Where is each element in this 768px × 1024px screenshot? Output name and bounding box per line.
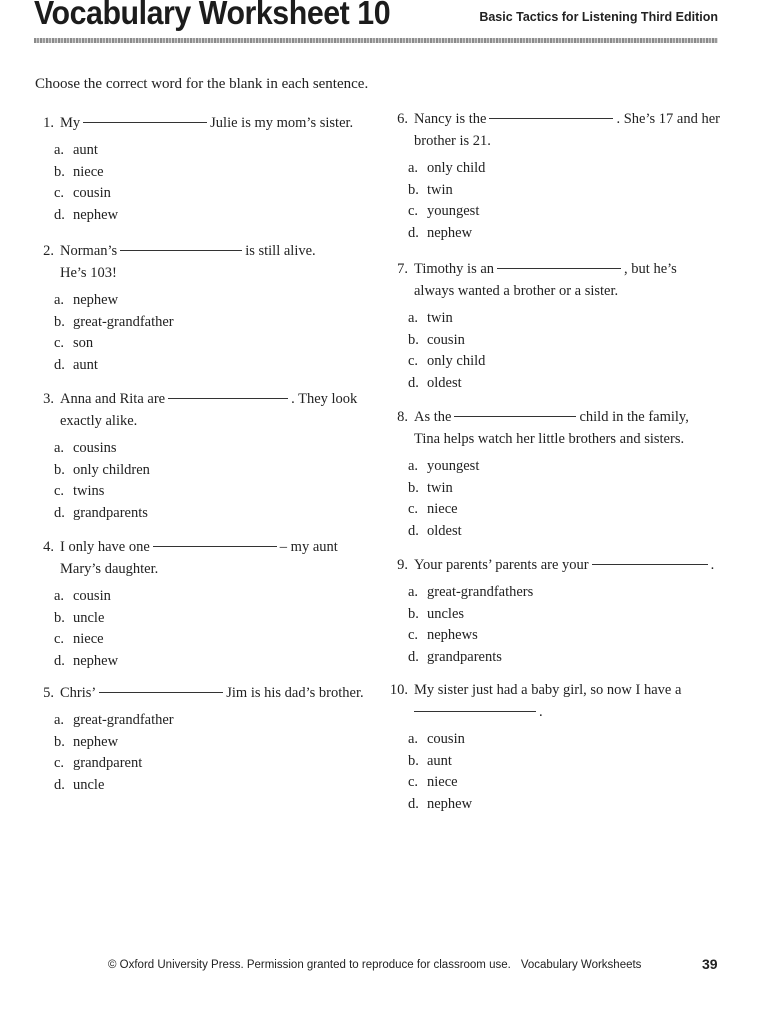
question-5: [34, 682, 374, 802]
book-subtitle: Basic Tactics for Listening Third Edition: [479, 10, 718, 24]
page-number: 39: [702, 956, 718, 972]
answer-blank[interactable]: [592, 563, 708, 565]
option[interactable]: d. uncle: [54, 777, 105, 794]
option[interactable]: b. nephew: [54, 733, 119, 750]
question-text: [60, 112, 353, 134]
question-7: [388, 258, 728, 406]
answer-blank[interactable]: [83, 121, 207, 123]
option[interactable]: a. nephew: [54, 292, 119, 308]
answer-blank[interactable]: [153, 545, 277, 547]
header-divider: [34, 38, 718, 43]
option[interactable]: d. oldest: [408, 523, 462, 540]
option-list: [408, 158, 728, 245]
answer-blank[interactable]: [497, 267, 621, 269]
answer-blank[interactable]: [454, 415, 576, 417]
answer-blank[interactable]: [120, 249, 242, 251]
option[interactable]: d. aunt: [54, 357, 98, 374]
option[interactable]: a. cousins: [54, 440, 117, 456]
left-column: [34, 112, 374, 802]
answer-blank[interactable]: [168, 397, 288, 399]
question-text: Norman’s is still alive. He’s 103!: [60, 243, 316, 281]
option[interactable]: c. only child: [408, 353, 486, 370]
option[interactable]: d. nephew: [54, 207, 119, 224]
option[interactable]: a. youngest: [408, 458, 480, 474]
question-number: 8.: [397, 409, 408, 425]
question-text: Your parents’ parents are your .: [414, 557, 715, 573]
question-3: [34, 388, 374, 536]
copyright-notice: © Oxford University Press. Permission granted to reproduce for classroom use.: [108, 959, 511, 971]
option[interactable]: b. uncle: [54, 609, 105, 626]
question-number: 9.: [397, 557, 408, 573]
option-list: [54, 290, 374, 377]
option[interactable]: c. youngest: [408, 203, 480, 220]
question-text: Timothy is an , but he’s always wanted a brother or a sister.: [414, 261, 677, 299]
option[interactable]: c. niece: [408, 501, 458, 518]
question-number: 5.: [43, 685, 54, 701]
option-list: [54, 438, 374, 525]
option[interactable]: b. uncles: [408, 605, 465, 622]
footer: [108, 959, 641, 971]
question-post: Julie is my mom’s sister.: [210, 115, 354, 131]
question-text: My sister just had a baby girl, so now I have a .: [414, 682, 682, 720]
option[interactable]: c. niece: [408, 774, 458, 791]
answer-blank[interactable]: [489, 117, 613, 119]
right-column: [388, 108, 728, 819]
option[interactable]: a. cousin: [54, 588, 111, 604]
option-list: [408, 456, 728, 543]
question-number: 4.: [43, 539, 54, 555]
question-10: [388, 679, 728, 819]
option[interactable]: a. great-grandfathers: [408, 584, 534, 600]
question-9: [388, 554, 728, 679]
question-text: As the child in the family, Tina helps watch her little brothers and sisters.: [414, 409, 689, 447]
question-number: 2.: [43, 243, 54, 259]
option[interactable]: c. niece: [54, 631, 104, 648]
question-number: 6.: [397, 111, 408, 127]
question-text: Chris’ Jim is his dad’s brother.: [60, 685, 364, 701]
option[interactable]: c. twins: [54, 483, 105, 500]
option[interactable]: d. grandparents: [408, 649, 502, 666]
worksheet-title: Vocabulary Worksheet 10: [34, 0, 391, 31]
option[interactable]: d. nephew: [408, 225, 473, 242]
instructions: Choose the correct word for the blank in each sentence.: [35, 76, 369, 92]
option[interactable]: d. grandparents: [54, 505, 148, 522]
question-text: Anna and Rita are . They look exactly alike.: [60, 391, 358, 429]
question-number: 7.: [397, 261, 408, 277]
option[interactable]: b. twin: [408, 181, 453, 198]
option-list: [54, 140, 374, 227]
option-list: [54, 710, 374, 797]
question-text: I only have one – my aunt Mary’s daughter.: [60, 539, 338, 577]
option-list: [408, 582, 728, 669]
option[interactable]: c. nephews: [408, 627, 478, 644]
option[interactable]: a. aunt: [54, 142, 98, 158]
question-4: [34, 536, 374, 682]
question-number: 1.: [43, 115, 54, 131]
option[interactable]: d. oldest: [408, 375, 462, 392]
option[interactable]: c. cousin: [54, 185, 111, 202]
answer-blank[interactable]: [414, 710, 536, 712]
question-text: Nancy is the . She’s 17 and her brother is 21.: [414, 111, 720, 149]
option-list: [408, 308, 728, 395]
option[interactable]: b. twin: [408, 479, 453, 496]
question-pre: My: [60, 115, 81, 131]
option[interactable]: c. son: [54, 335, 94, 352]
option[interactable]: b. only children: [54, 461, 150, 478]
question-8: [388, 406, 728, 554]
option[interactable]: b. niece: [54, 163, 104, 180]
option[interactable]: c. grandparent: [54, 755, 143, 772]
answer-blank[interactable]: [99, 691, 223, 693]
question-1: [34, 112, 374, 240]
option[interactable]: a. only child: [408, 160, 486, 176]
option[interactable]: a. great-grandfather: [54, 712, 174, 728]
question-number: 3.: [43, 391, 54, 407]
option[interactable]: a. twin: [408, 310, 453, 326]
option[interactable]: b. cousin: [408, 331, 465, 348]
option[interactable]: b. great-grandfather: [54, 313, 174, 330]
option[interactable]: b. aunt: [408, 752, 452, 769]
question-number: 10.: [389, 682, 408, 698]
option[interactable]: d. nephew: [408, 796, 473, 813]
section-name: Vocabulary Worksheets: [520, 959, 642, 971]
option-list: [408, 729, 728, 816]
question-6: [388, 108, 728, 258]
question-2: [34, 240, 374, 388]
option[interactable]: d. nephew: [54, 653, 119, 670]
option[interactable]: a. cousin: [408, 731, 465, 747]
option-list: [54, 586, 374, 673]
